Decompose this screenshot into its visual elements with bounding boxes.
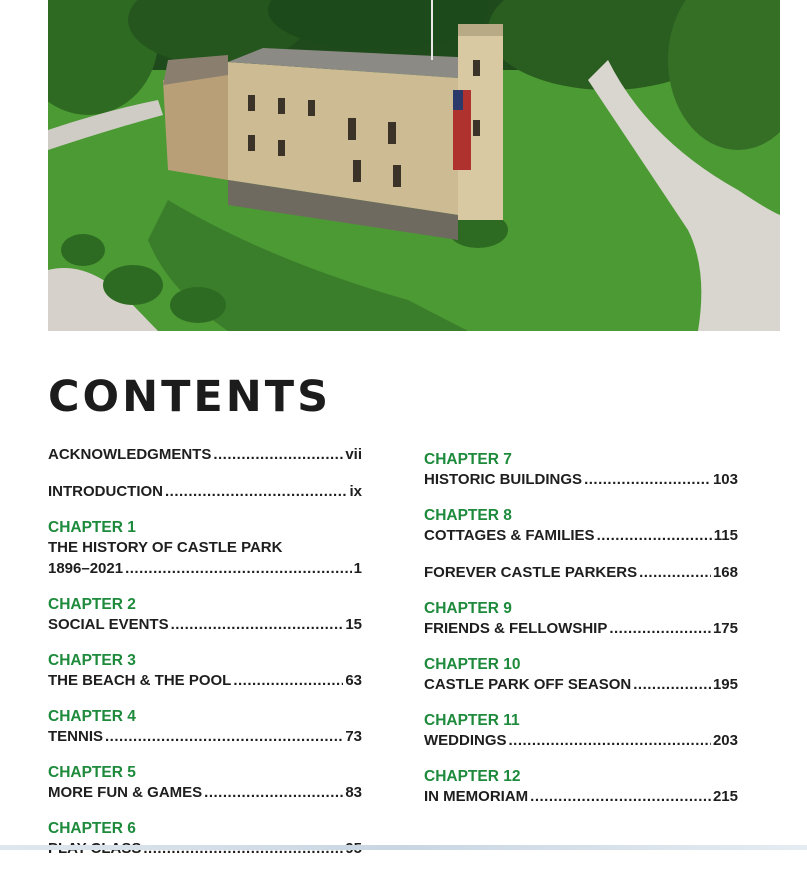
toc-leader [609, 618, 711, 639]
toc-page: 1 [353, 560, 362, 577]
toc-page: 73 [345, 728, 362, 745]
toc-chapter-label: CHAPTER 8 [424, 507, 512, 524]
toc-entry [424, 450, 738, 490]
toc-entry [48, 819, 362, 859]
toc-page: 103 [712, 471, 738, 488]
toc-entry [48, 444, 362, 465]
toc-page: ix [349, 483, 362, 500]
toc-leader [509, 730, 711, 751]
toc-right-column [424, 450, 738, 823]
toc-title: INTRODUCTION [48, 483, 163, 500]
toc-page: 83 [345, 784, 362, 801]
toc-line [48, 670, 362, 691]
toc-line [424, 786, 738, 807]
toc-page: vii [345, 446, 362, 463]
toc-title: COTTAGES & FAMILIES [424, 527, 595, 544]
toc-line [424, 618, 738, 639]
toc-line [424, 562, 738, 583]
toc-title: 1896–2021 [48, 560, 124, 577]
toc-line [48, 444, 362, 465]
toc-page: 215 [712, 788, 738, 805]
toc-chapter-label: CHAPTER 2 [48, 596, 136, 613]
toc-line [48, 614, 362, 635]
toc-page: 15 [345, 616, 362, 633]
toc-leader [233, 670, 343, 691]
toc-line [48, 782, 362, 803]
toc-entry [424, 767, 738, 807]
toc-left-column [48, 444, 362, 875]
toc-leader [530, 786, 711, 807]
toc-chapter-label: CHAPTER 11 [424, 712, 520, 729]
toc-chapter-label: CHAPTER 9 [424, 600, 512, 617]
toc-page: 203 [712, 732, 738, 749]
toc-leader [213, 444, 343, 465]
page-title: CONTENTS [48, 372, 332, 422]
toc-leader [633, 674, 711, 695]
toc-title: WEDDINGS [424, 732, 507, 749]
toc-leader [639, 562, 711, 583]
toc-leader [165, 481, 347, 502]
toc-chapter-label: CHAPTER 6 [48, 820, 136, 837]
toc-entry [424, 655, 738, 695]
toc-entry [424, 562, 738, 583]
toc-chapter-label: CHAPTER 12 [424, 768, 521, 785]
toc-entry [424, 506, 738, 546]
toc-leader [105, 726, 343, 747]
toc-line [48, 726, 362, 747]
toc-entry [424, 711, 738, 751]
toc-title: ACKNOWLEDGMENTS [48, 446, 212, 463]
toc-leader [204, 782, 343, 803]
toc-page: 175 [712, 620, 738, 637]
toc-title: MORE FUN & GAMES [48, 784, 203, 801]
toc-chapter-label: CHAPTER 3 [48, 652, 136, 669]
toc-title: TENNIS [48, 728, 104, 745]
castle-aerial-photo [48, 0, 780, 331]
toc-line [48, 481, 362, 502]
toc-entry [48, 481, 362, 502]
toc-page: 115 [713, 527, 738, 544]
toc-leader [171, 614, 344, 635]
toc-title: HISTORIC BUILDINGS [424, 471, 583, 488]
toc-page: 63 [345, 672, 362, 689]
toc-entry [48, 518, 362, 579]
page-bottom-edge [0, 845, 807, 850]
toc-leader [584, 469, 711, 490]
toc-entry [48, 595, 362, 635]
toc-title: FRIENDS & FELLOWSHIP [424, 620, 608, 637]
toc-chapter-label: CHAPTER 4 [48, 708, 136, 725]
toc-chapter-label: CHAPTER 10 [424, 656, 521, 673]
toc-line [424, 674, 738, 695]
toc-entry [48, 707, 362, 747]
toc-leader [597, 525, 712, 546]
toc-entry [48, 763, 362, 803]
toc-title: SOCIAL EVENTS [48, 616, 169, 633]
toc-title: THE HISTORY OF CASTLE PARK [48, 539, 283, 556]
toc-title: FOREVER CASTLE PARKERS [424, 564, 638, 581]
toc-entry [424, 599, 738, 639]
toc-line [424, 525, 738, 546]
toc-line [424, 730, 738, 751]
toc-title: CASTLE PARK OFF SEASON [424, 676, 632, 693]
toc-chapter-label: CHAPTER 5 [48, 764, 136, 781]
toc-title: THE BEACH & THE POOL [48, 672, 232, 689]
toc-line [424, 469, 738, 490]
toc-chapter-label: CHAPTER 1 [48, 519, 136, 536]
toc-entry [48, 651, 362, 691]
toc-chapter-label: CHAPTER 7 [424, 451, 512, 468]
toc-leader [125, 558, 352, 579]
toc-line [48, 558, 362, 579]
toc-page: 195 [712, 676, 738, 693]
toc-title: IN MEMORIAM [424, 788, 529, 805]
toc-page: 168 [712, 564, 738, 581]
castle-illustration [48, 0, 780, 331]
